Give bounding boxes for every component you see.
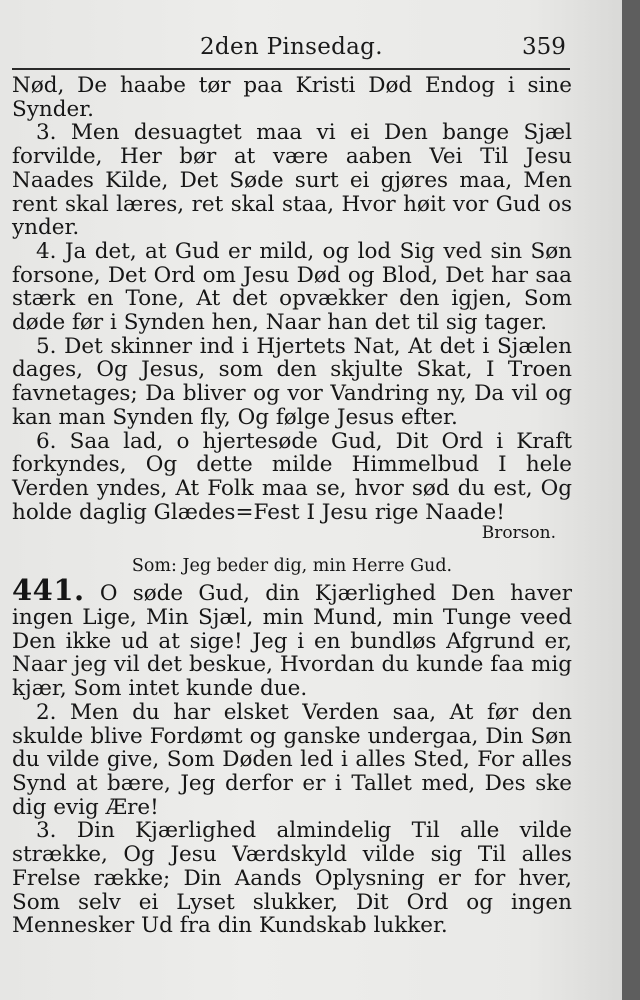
hymn-first-verse: O søde Gud, din Kjærlighed Den haver ingen Lige, Min Sjæl, min Mund, min Tunge veed Den ikke ud at sige! Jeg i en bundløs Afgrund er, Naar jeg vil det beskue, Hvordan du kunde faa mig kjær, Som intet kunde due. bbox=[12, 581, 572, 702]
hymn-441-verse-3: 3. Din Kjærlighed almindelig Til alle vilde strække, Og Jesu Værdskyld vilde sig Til alles Frelse række; Din Aands Oplysning er for hver, Som selv ei Lyset slukker, Dit Ord og ingen Mennesker Ud fra din Kundskab lukker. bbox=[12, 818, 572, 939]
verse-4: 4. Ja det, at Gud er mild, og lod Sig ved sin Søn forsone, Det Ord om Jesu Død og Blod, Det har saa stærk en Tone, At det opvækker den igjen, Som døde før i Synden hen, Naar han det til sig tager. bbox=[12, 238, 572, 336]
page-text bbox=[12, 74, 572, 938]
verse-5: 5. Det skinner ind i Hjertets Nat, At det i Sjælen dages, Og Jesus, som den skjulte Skat, I Troen favnetages; Da bliver og vor Vandring ny, Da vil og kan man Synden fly, Og følge Jesus efter. bbox=[12, 333, 572, 430]
header-rule bbox=[12, 68, 570, 70]
hymn-441-verse-1 bbox=[12, 573, 572, 702]
author-attribution: Brorson. bbox=[481, 523, 556, 544]
hymn-number: 441. bbox=[12, 573, 85, 608]
verse-3: 3. Men desuagtet maa vi ei Den bange Sjæl forvilde, Her bør at være aaben Vei Til Jesu Naades Kilde, Det Søde surt ei gjøres maa, Men rent skal læres, ret skal staa, Hvor høit vor Gud os ynder. bbox=[12, 120, 572, 241]
page-number: 359 bbox=[522, 34, 566, 60]
running-title: 2den Pinsedag. bbox=[200, 34, 383, 60]
continuation-text: Nød, De haabe tør paa Kristi Død Endog i sine Synder. bbox=[12, 73, 572, 122]
page-header bbox=[0, 34, 622, 68]
hymn-441-verse-2: 2. Men du har elsket Verden saa, At før den skulde blive Fordømt og ganske undergaa, Din Søn du vilde give, Som Døden led i alles Sted, For alles Synd at bære, Jeg derfor er i Tallet med, Des ske dig evig Ære! bbox=[12, 699, 572, 820]
melody-line: Som: Jeg beder dig, min Herre Gud. bbox=[131, 556, 453, 577]
verse-6: 6. Saa lad, o hjertesøde Gud, Dit Ord i Kraft forkyndes, Og dette milde Himmelbud I hele Verden yndes, At Folk maa se, hvor sød du est, Og holde daglig Glædes=Fest I Jesu rige Naade! bbox=[12, 428, 572, 525]
